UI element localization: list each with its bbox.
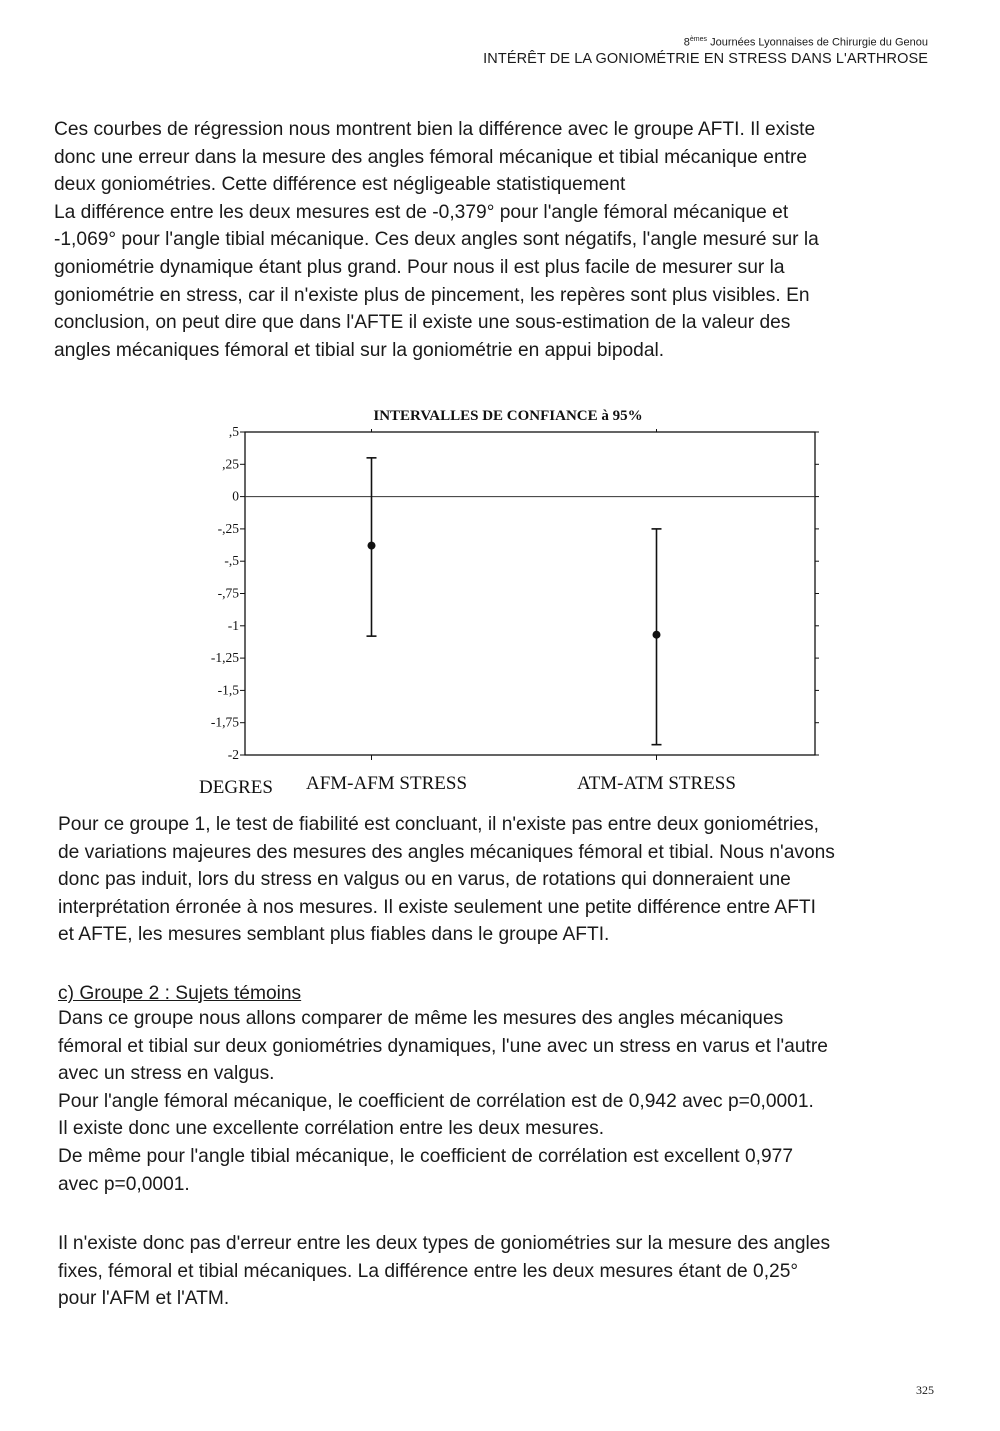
text-line: interprétation érronée à nos mesures. Il existe seulement une petite différence entre AFTI xyxy=(58,896,816,918)
text-line: Pour l'angle fémoral mécanique, le coefficient de corrélation est de 0,942 avec p=0,0001. xyxy=(58,1090,814,1112)
text-line: avec p=0,0001. xyxy=(58,1173,190,1195)
y-tick-label: ,5 xyxy=(228,424,239,439)
y-tick-label: 0 xyxy=(232,488,239,504)
text-line: Pour ce groupe 1, le test de fiabilité est concluant, il n'existe pas entre deux goniométries, xyxy=(58,814,819,835)
y-tick-label: -,25 xyxy=(217,520,239,536)
text-line: donc une erreur dans la mesure des angles fémoral mécanique et tibial mécanique entre xyxy=(54,146,808,168)
text-line: pour l'AFM et l'ATM. xyxy=(58,1288,230,1310)
text-line: De même pour l'angle tibial mécanique, le coefficient de corrélation est excellent 0,977 xyxy=(58,1145,793,1167)
chart-title: INTERVALLES DE CONFIANCE à 95% xyxy=(373,408,643,424)
paragraph-group2 xyxy=(58,1005,936,1198)
paragraph-group1-conclusion xyxy=(58,811,932,949)
text-line: fixes, fémoral et tibial mécaniques. La différence entre les deux mesures étant de 0,25° xyxy=(58,1260,799,1282)
y-tick-label: -2 xyxy=(227,747,239,762)
text-line: Il existe donc une excellente corrélation entre les deux mesures. xyxy=(58,1118,605,1140)
chapter-title: INTÉRÊT DE LA GONIOMÉTRIE EN STRESS DANS L'ARTHROSE xyxy=(483,51,928,68)
y-tick-label: -,75 xyxy=(217,585,239,601)
text-line: goniométrie dynamique étant plus grand. Pour nous il est plus facile de mesurer sur la xyxy=(54,256,785,278)
y-tick-label: -,5 xyxy=(224,553,239,569)
plot-frame xyxy=(245,432,815,755)
page-number: 325 xyxy=(916,1383,934,1397)
text-line: deux goniométries. Cette différence est négligeable statistiquement xyxy=(54,174,626,196)
text-line: fémoral et tibial sur deux goniométries dynamiques, l'une avec un stress en varus et l'autre xyxy=(58,1035,828,1057)
category-label: ATM-ATM STRESS xyxy=(577,773,736,794)
text-line: Ces courbes de régression nous montrent bien la différence avec le groupe AFTI. Il existe xyxy=(54,119,816,140)
paragraph-regression xyxy=(54,116,932,364)
paragraph-final-conclusion xyxy=(58,1230,936,1313)
category-label: AFM-AFM STRESS xyxy=(305,773,468,794)
confidence-interval-chart xyxy=(190,400,830,810)
text-line: Il n'existe donc pas d'erreur entre les deux types de goniométries sur la mesure des angles xyxy=(58,1233,831,1254)
text-line: angles mécaniques fémoral et tibial sur la goniométrie en appui bipodal. xyxy=(54,339,665,361)
text-line: conclusion, on peut dire que dans l'AFTE il existe une sous-estimation de la valeur des xyxy=(54,312,791,334)
running-header xyxy=(483,36,928,69)
text-line: et AFTE, les mesures semblant plus fiables dans le groupe AFTI. xyxy=(58,924,610,946)
y-tick-label: ,25 xyxy=(222,456,239,472)
text-line: avec un stress en valgus. xyxy=(58,1063,275,1085)
text-line: goniométrie en stress, car il n'existe plus de pincement, les repères sont plus visibles. En xyxy=(54,284,810,306)
text-line: La différence entre les deux mesures est de -0,379° pour l'angle fémoral mécanique et xyxy=(54,201,789,223)
y-tick-label: -1 xyxy=(227,617,239,633)
text-line: -1,069° pour l'angle tibial mécanique. Ces deux angles sont négatifs, l'angle mesuré sur la xyxy=(54,229,819,251)
text-line: de variations majeures des mesures des angles mécaniques fémoral et tibial. Nous n'avons xyxy=(58,841,835,863)
section-title: c) Groupe 2 : Sujets témoins xyxy=(58,983,302,1004)
text-line: donc pas induit, lors du stress en valgus ou en varus, de rotations qui donneraient une xyxy=(58,869,791,891)
mean-point xyxy=(653,631,661,639)
y-tick-label: -1,25 xyxy=(210,650,239,666)
y-tick-label: -1,75 xyxy=(210,714,239,730)
y-axis-label: DEGRES xyxy=(199,777,273,798)
text-line: Dans ce groupe nous allons comparer de même les mesures des angles mécaniques xyxy=(58,1008,784,1029)
mean-point xyxy=(368,542,376,550)
y-tick-label: -1,5 xyxy=(217,682,239,698)
conference-name: 8èmes Journées Lyonnaises de Chirurgie du Genou xyxy=(683,36,928,49)
chart-canvas xyxy=(190,400,830,810)
